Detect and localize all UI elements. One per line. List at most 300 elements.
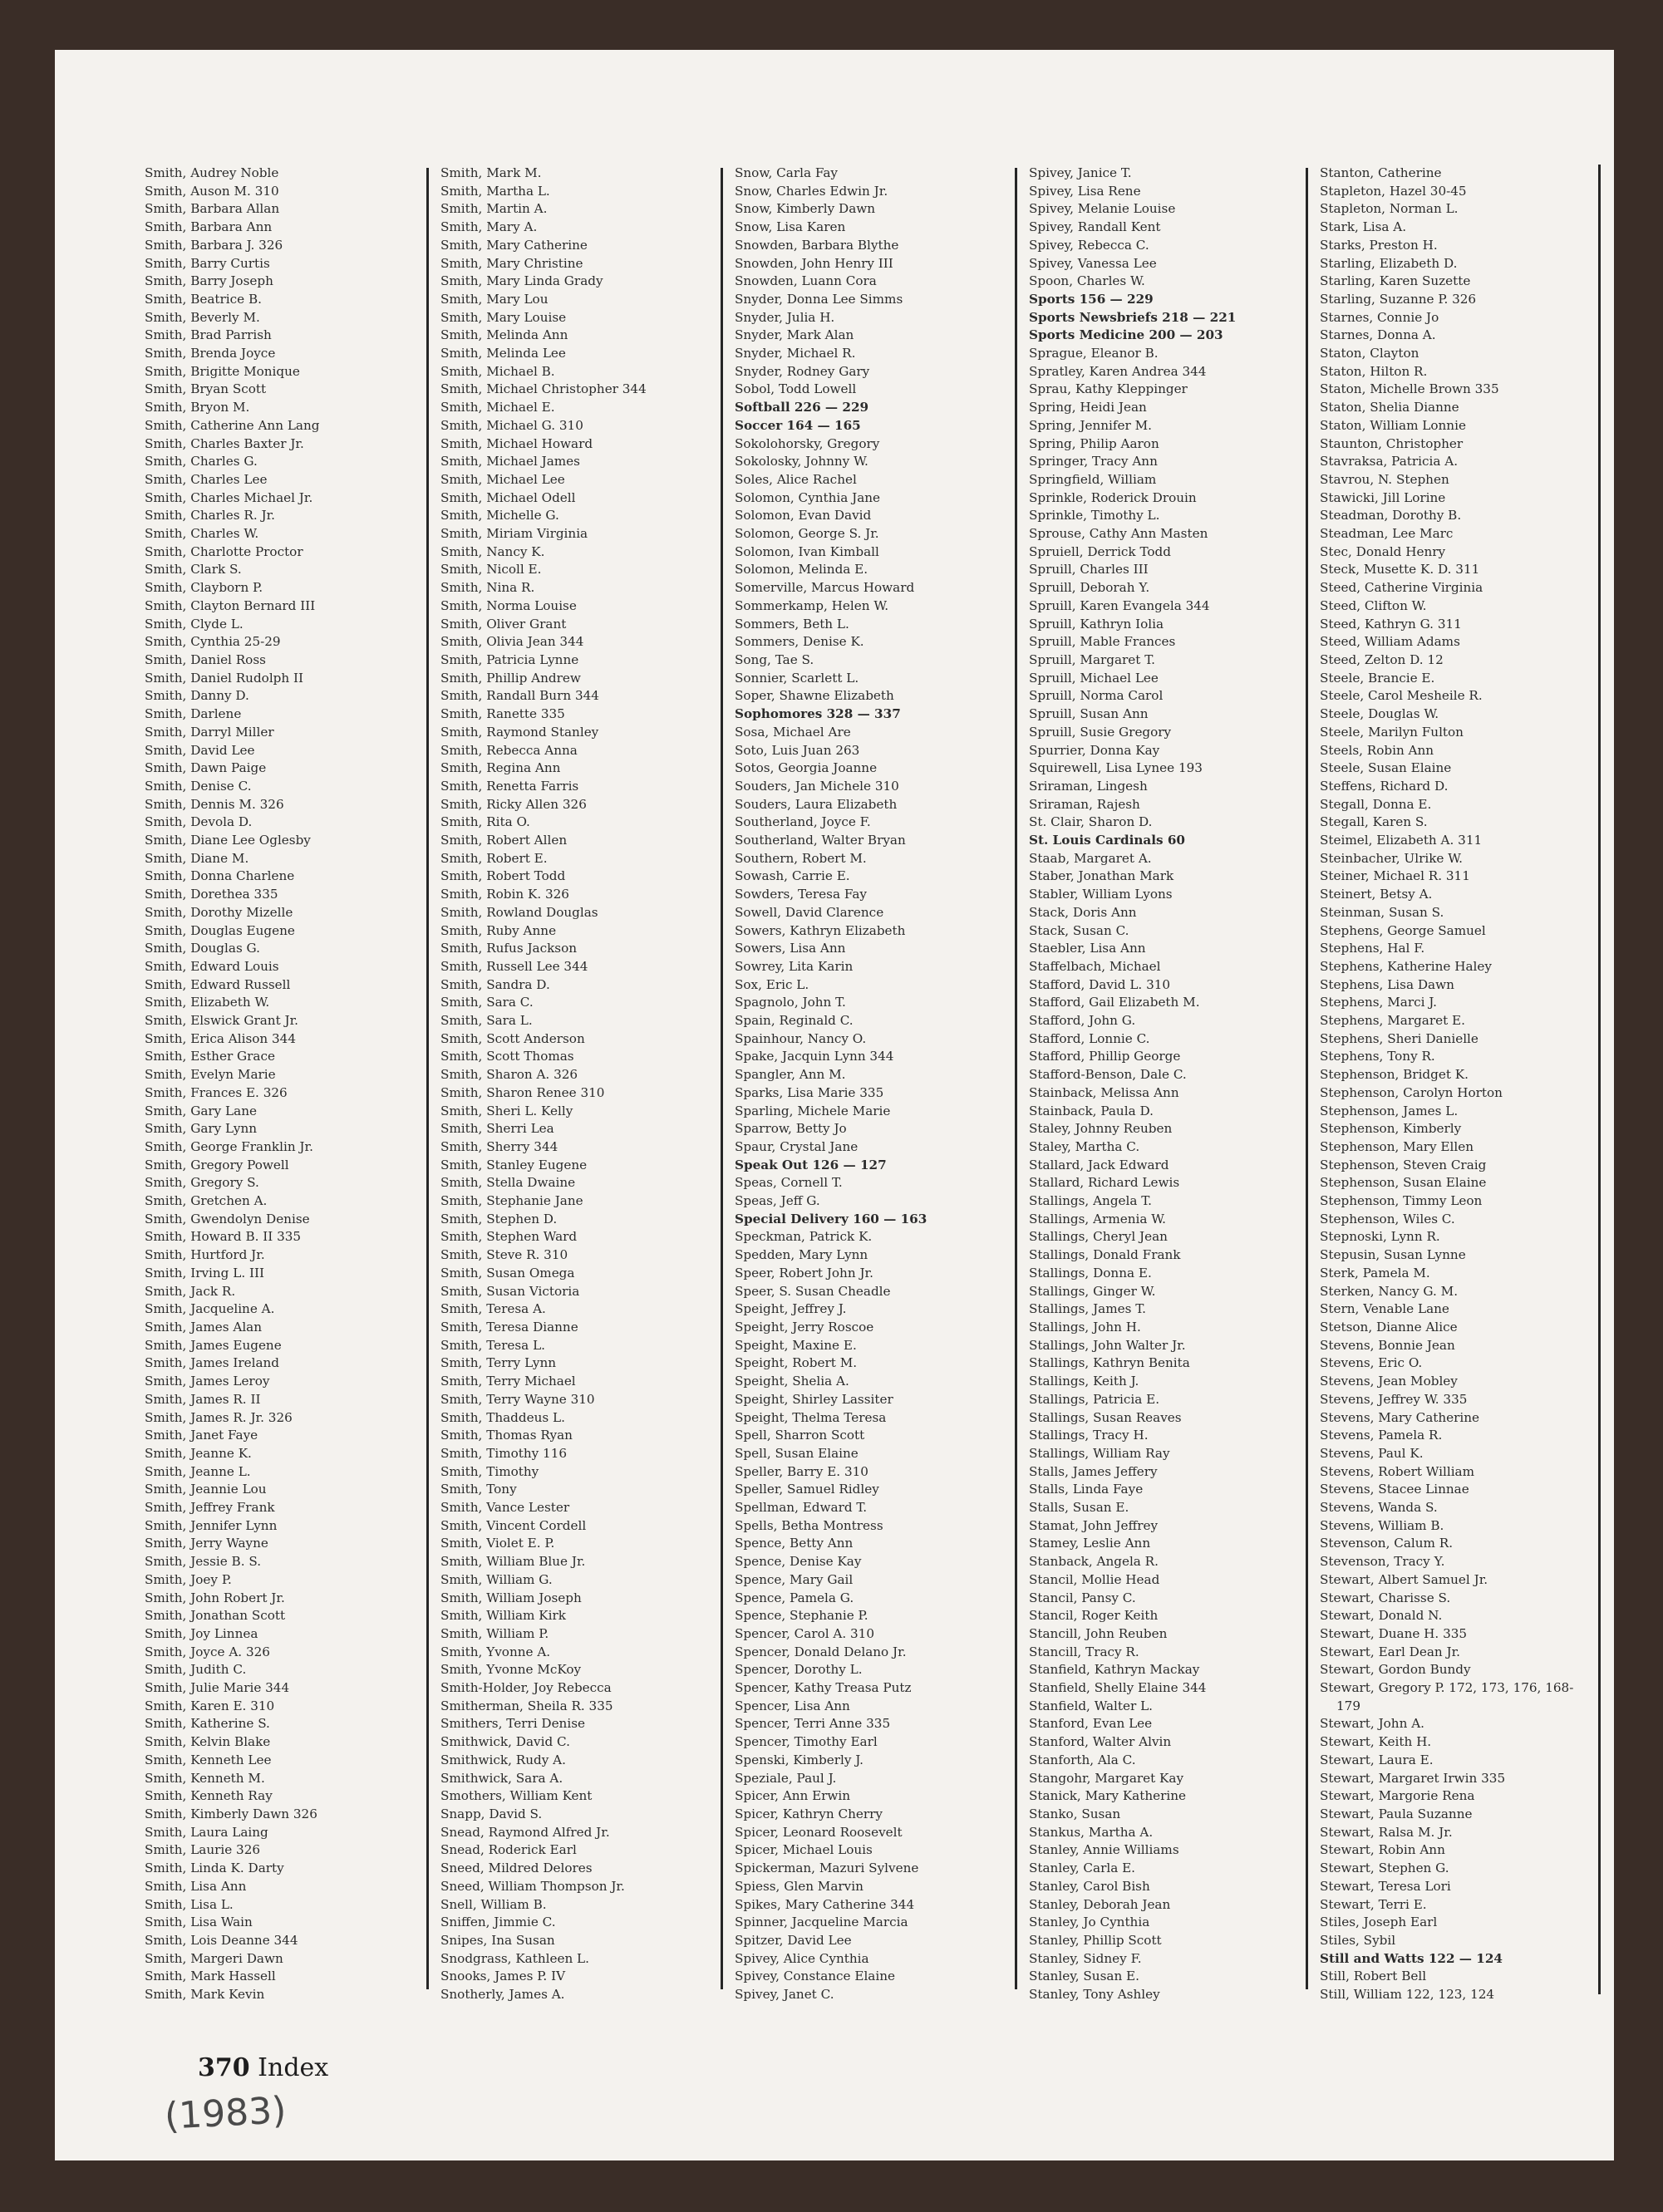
index-entry: Smith, Charles Baxter Jr. xyxy=(145,435,304,451)
index-entry: Stancil, Pansy C. xyxy=(1029,1590,1136,1605)
index-entry: Stewart, Margorie Rena xyxy=(1320,1788,1475,1804)
index-entry: Smith, Jeanne K. xyxy=(145,1445,252,1461)
index-entry: Smith, Mary Louise xyxy=(440,309,567,325)
index-entry: Smith, Terry Lynn xyxy=(440,1355,557,1371)
index-entry: Smith, Susan Omega xyxy=(440,1265,575,1281)
index-entry: St. Louis Cardinals 60 xyxy=(1029,833,1185,848)
index-entry: Smith, Julie Marie 344 xyxy=(145,1680,290,1696)
index-entry: Stalls, James Jeffery xyxy=(1029,1463,1158,1479)
index-entry: Spivey, Melanie Louise xyxy=(1029,201,1176,217)
index-entry: Smith, Darlene xyxy=(145,706,242,722)
index-entry: Smith-Holder, Joy Rebecca xyxy=(440,1680,612,1696)
index-entry: Smith, Jerry Wayne xyxy=(145,1536,268,1551)
index-entry: Steed, Catherine Virginia xyxy=(1320,580,1483,596)
index-entry: Stafford, Gail Elizabeth M. xyxy=(1029,995,1200,1010)
index-entry: Smith, Auson M. 310 xyxy=(145,183,279,199)
index-entry: Special Delivery 160 — 163 xyxy=(735,1211,927,1226)
index-entry: Starling, Suzanne P. 326 xyxy=(1320,291,1477,307)
index-entry: Soto, Luis Juan 263 xyxy=(735,742,860,758)
index-entry: Stevens, Jean Mobley xyxy=(1320,1374,1458,1389)
index-entry: Speas, Jeff G. xyxy=(735,1193,820,1209)
index-entry: Stanforth, Ala C. xyxy=(1029,1752,1136,1767)
index-entry: Smith, Ranette 335 xyxy=(440,706,565,722)
index-entry: Smith, Devola D. xyxy=(145,814,253,830)
index-entry: Smith, Gretchen A. xyxy=(145,1193,268,1209)
index-entry: Stallings, Susan Reaves xyxy=(1029,1409,1182,1425)
index-entry: Snow, Charles Edwin Jr. xyxy=(735,183,888,199)
index-entry: Smith, Irving L. III xyxy=(145,1265,264,1281)
index-entry: Smith, Brad Parrish xyxy=(145,327,272,343)
index-entry: Smith, Cynthia 25-29 xyxy=(145,634,281,650)
index-entry: Smith, Oliver Grant xyxy=(440,616,567,632)
index-entry: Smith, James R. Jr. 326 xyxy=(145,1409,293,1425)
index-entry: Smith, Janet Faye xyxy=(145,1428,258,1443)
index-entry: Staton, Michelle Brown 335 xyxy=(1320,381,1499,397)
index-entry: Smith, Sharon Renee 310 xyxy=(440,1084,605,1100)
index-entry: Smith, Charles Lee xyxy=(145,471,268,487)
index-entry: Speight, Shelia A. xyxy=(735,1374,849,1389)
index-entry: Spencer, Terri Anne 335 xyxy=(735,1716,891,1732)
index-entry: Sniffen, Jimmie C. xyxy=(440,1915,556,1930)
index-entry: Stanfield, Shelly Elaine 344 xyxy=(1029,1680,1207,1696)
index-entry: Spence, Denise Kay xyxy=(735,1554,862,1570)
index-entry: Spaur, Crystal Jane xyxy=(735,1138,859,1154)
index-entry: Starling, Karen Suzette xyxy=(1320,273,1471,289)
index-entry: Spiess, Glen Marvin xyxy=(735,1878,863,1894)
index-entry: Stavrou, N. Stephen xyxy=(1320,471,1449,487)
index-entry: Stancill, John Reuben xyxy=(1029,1625,1168,1641)
index-entry: Steed, William Adams xyxy=(1320,634,1460,650)
index-entry: Spring, Philip Aaron xyxy=(1029,435,1159,451)
index-entry: Stephens, Marci J. xyxy=(1320,995,1438,1010)
index-entry: Smith, James Leroy xyxy=(145,1374,270,1389)
index-entry: Smith, Barbara Allan xyxy=(145,201,280,217)
index-entry: Smith, Kenneth M. xyxy=(145,1770,265,1786)
index-entry: Smith, Denise C. xyxy=(145,778,252,794)
index-entry: Spellman, Edward T. xyxy=(735,1500,868,1516)
index-entry: Steadman, Dorothy B. xyxy=(1320,508,1462,524)
index-entry: Stainback, Paula D. xyxy=(1029,1103,1154,1118)
index-entry: Sobol, Todd Lowell xyxy=(735,381,857,397)
index-entry: Staley, Martha C. xyxy=(1029,1138,1140,1154)
index-entry: Smith, James R. II xyxy=(145,1391,261,1407)
index-entry: Spruill, Michael Lee xyxy=(1029,670,1159,686)
index-entry: Stancil, Roger Keith xyxy=(1029,1608,1159,1624)
index-entry: Stapleton, Hazel 30-45 xyxy=(1320,183,1467,199)
index-entry: Snodgrass, Kathleen L. xyxy=(440,1950,589,1966)
index-entry: Smith, Clark S. xyxy=(145,562,242,578)
index-entry: Speckman, Patrick K. xyxy=(735,1229,873,1245)
index-entry: Smith, Yvonne McKoy xyxy=(440,1662,582,1678)
index-entry: Stafford, Phillip George xyxy=(1029,1049,1181,1064)
index-entry: Stevens, Mary Catherine xyxy=(1320,1409,1480,1425)
index-entry: Smith, Teresa Dianne xyxy=(440,1320,578,1335)
index-entry: Smith, Edward Russell xyxy=(145,976,291,992)
index-entry: Souders, Laura Elizabeth xyxy=(735,796,898,812)
index-entry: Smith, Kelvin Blake xyxy=(145,1734,271,1750)
index-entry: Stevens, Bonnie Jean xyxy=(1320,1337,1455,1353)
index-entry: Spencer, Timothy Earl xyxy=(735,1734,878,1750)
index-entry: Smith, Frances E. 326 xyxy=(145,1084,288,1100)
index-entry: Sparrow, Betty Jo xyxy=(735,1121,847,1137)
index-entry: Stallings, John Walter Jr. xyxy=(1029,1337,1186,1353)
index-entry: Spivey, Constance Elaine xyxy=(735,1969,895,1984)
index-entry: Stafford-Benson, Dale C. xyxy=(1029,1067,1187,1083)
index-entry: Smith, Timothy xyxy=(440,1463,539,1479)
index-page xyxy=(55,50,1614,2160)
index-entry: Stiles, Sybil xyxy=(1320,1932,1396,1948)
index-entry: Sprinkle, Roderick Drouin xyxy=(1029,489,1197,505)
index-entry: Snooks, James P. IV xyxy=(440,1969,566,1984)
index-entry: Spikes, Mary Catherine 344 xyxy=(735,1896,915,1912)
index-entry: Sowers, Kathryn Elizabeth xyxy=(735,922,906,938)
index-entry: Smith, John Robert Jr. xyxy=(145,1590,285,1605)
index-entry: Smith, Renetta Farris xyxy=(440,778,579,794)
index-entry: Smithwick, Sara A. xyxy=(440,1770,563,1786)
index-entry: Smith, Gary Lynn xyxy=(145,1121,258,1137)
index-entry: Snell, William B. xyxy=(440,1896,547,1912)
index-entry: Smith, Violet E. P. xyxy=(440,1536,555,1551)
index-entry: Smith, Sharon A. 326 xyxy=(440,1067,578,1083)
index-entry: Spicer, Ann Erwin xyxy=(735,1788,851,1804)
index-entry: Spinner, Jacqueline Marcia xyxy=(735,1915,908,1930)
index-entry: Springer, Tracy Ann xyxy=(1029,454,1158,469)
index-entry: Smith, Dennis M. 326 xyxy=(145,796,284,812)
index-entry: Smith, William Blue Jr. xyxy=(440,1554,586,1570)
index-entry: Smith, Jeannie Lou xyxy=(145,1482,267,1497)
index-entry: Solomon, Melinda E. xyxy=(735,562,868,578)
index-entry: Smith, Diane Lee Oglesby xyxy=(145,833,311,848)
index-entry: Smith, Phillip Andrew xyxy=(440,670,581,686)
index-entry: Spicer, Kathryn Cherry xyxy=(735,1806,883,1821)
index-entry: Smith, Teresa A. xyxy=(440,1301,546,1317)
index-entry: Smith, Steve R. 310 xyxy=(440,1247,568,1263)
index-entry: Smith, Terry Michael xyxy=(440,1374,576,1389)
index-column-2 xyxy=(440,165,723,2004)
index-entry: Stephenson, Susan Elaine xyxy=(1320,1175,1487,1191)
index-entry: Stangohr, Margaret Kay xyxy=(1029,1770,1184,1786)
index-entry: Stewart, Charisse S. xyxy=(1320,1590,1451,1605)
index-entry: Smith, Stephen D. xyxy=(440,1211,558,1226)
index-entry: Stewart, Terri E. xyxy=(1320,1896,1427,1912)
index-entry: Smith, Jennifer Lynn xyxy=(145,1517,278,1533)
index-entry: Smith, Douglas Eugene xyxy=(145,922,295,938)
index-entry: Stern, Venable Lane xyxy=(1320,1301,1449,1317)
index-entry: Smith, Kimberly Dawn 326 xyxy=(145,1806,317,1821)
index-entry: Stack, Doris Ann xyxy=(1029,904,1137,920)
index-entry: Spivey, Rebecca C. xyxy=(1029,237,1149,253)
index-entry: Spedden, Mary Lynn xyxy=(735,1247,868,1263)
index-entry: Smith, Timothy 116 xyxy=(440,1445,568,1461)
index-entry: Smith, Michael E. xyxy=(440,400,555,415)
index-entry: Smith, Edward Louis xyxy=(145,958,279,974)
index-entry: Smith, Mary Lou xyxy=(440,291,549,307)
index-entry: Stallings, Ginger W. xyxy=(1029,1283,1156,1299)
index-entry: Stephens, Tony R. xyxy=(1320,1049,1435,1064)
index-entry: Stephenson, Mary Ellen xyxy=(1320,1138,1474,1154)
index-entry: Smith, Rufus Jackson xyxy=(440,941,578,956)
index-entry: Spenski, Kimberly J. xyxy=(735,1752,863,1767)
index-entry: Stephens, George Samuel xyxy=(1320,922,1486,938)
index-entry: Smith, Sandra D. xyxy=(440,976,550,992)
index-entry: Smith, Robin K. 326 xyxy=(440,887,569,902)
index-entry: Smith, Michael B. xyxy=(440,363,555,379)
index-entry: Smith, Daniel Rudolph II xyxy=(145,670,304,686)
index-entry: Stancil, Mollie Head xyxy=(1029,1571,1160,1587)
index-entry: Stephenson, Timmy Leon xyxy=(1320,1193,1483,1209)
index-entry: Starnes, Connie Jo xyxy=(1320,309,1439,325)
index-entry: Stewart, Albert Samuel Jr. xyxy=(1320,1571,1488,1587)
index-entry: Smith, Daniel Ross xyxy=(145,651,266,667)
index-entry: Smith, Gregory Powell xyxy=(145,1157,289,1172)
index-entry: Spruill, Karen Evangela 344 xyxy=(1029,597,1210,613)
index-entry: Soles, Alice Rachel xyxy=(735,471,857,487)
index-entry: Smith, Patricia Lynne xyxy=(440,651,579,667)
index-entry: Smith, Scott Anderson xyxy=(440,1030,585,1046)
index-entry: Smith, Donna Charlene xyxy=(145,868,295,884)
index-entry: Smith, James Ireland xyxy=(145,1355,280,1371)
index-entry: Smith, Mary Linda Grady xyxy=(440,273,603,289)
index-entry: Steck, Musette K. D. 311 xyxy=(1320,562,1480,578)
index-entry: Spain, Reginald C. xyxy=(735,1013,854,1029)
index-entry: Stafford, David L. 310 xyxy=(1029,976,1171,992)
index-column-5 xyxy=(1320,165,1598,2004)
index-entry: Speer, S. Susan Cheadle xyxy=(735,1283,891,1299)
index-entry: Stevens, Stacee Linnae xyxy=(1320,1482,1469,1497)
index-entry: Sterk, Pamela M. xyxy=(1320,1265,1430,1281)
index-entry: Smith, Jack R. xyxy=(145,1283,236,1299)
index-entry: Stalls, Linda Faye xyxy=(1029,1482,1144,1497)
index-entry: Spivey, Lisa Rene xyxy=(1029,183,1141,199)
index-entry: Stanfield, Kathryn Mackay xyxy=(1029,1662,1200,1678)
index-entry: Smith, Dawn Paige xyxy=(145,760,267,776)
index-entry: Somerville, Marcus Howard xyxy=(735,580,915,596)
index-entry: Smith, Vance Lester xyxy=(440,1500,570,1516)
index-entry: Smith, Elswick Grant Jr. xyxy=(145,1013,298,1029)
index-entry: Stegall, Donna E. xyxy=(1320,796,1432,812)
index-entry: Steiner, Michael R. 311 xyxy=(1320,868,1470,884)
index-entry: Sprinkle, Timothy L. xyxy=(1029,508,1160,524)
index-entry: Stevens, Jeffrey W. 335 xyxy=(1320,1391,1468,1407)
index-entry: Smith, Brigitte Monique xyxy=(145,363,300,379)
index-entry: Snyder, Mark Alan xyxy=(735,327,854,343)
index-entry: Stack, Susan C. xyxy=(1029,922,1129,938)
index-entry: Stewart, Earl Dean Jr. xyxy=(1320,1644,1460,1659)
index-entry: Stark, Lisa A. xyxy=(1320,219,1407,235)
index-entry: Stewart, Robin Ann xyxy=(1320,1842,1445,1858)
index-entry: Still and Watts 122 — 124 xyxy=(1320,1950,1503,1966)
index-entry: Smith, Margeri Dawn xyxy=(145,1950,283,1966)
index-entry: Smith, William G. xyxy=(440,1571,553,1587)
index-entry: Smith, Bryan Scott xyxy=(145,381,267,397)
index-entry: Solomon, Evan David xyxy=(735,508,872,524)
index-entry: Staber, Jonathan Mark xyxy=(1029,868,1174,884)
index-entry: Stewart, Laura E. xyxy=(1320,1752,1434,1767)
index-entry: Smith, Linda K. Darty xyxy=(145,1861,284,1876)
index-entry: Stanick, Mary Katherine xyxy=(1029,1788,1186,1804)
index-column-3 xyxy=(735,165,1017,2004)
index-entry: Smith, Norma Louise xyxy=(440,597,577,613)
index-entry: Spruill, Charles III xyxy=(1029,562,1149,578)
index-entry: Stepusin, Susan Lynne xyxy=(1320,1247,1466,1263)
index-entry: Sosa, Michael Are xyxy=(735,724,851,740)
index-entry: Stawicki, Jill Lorine xyxy=(1320,489,1446,505)
index-entry: Stephens, Katherine Haley xyxy=(1320,958,1492,974)
index-entry: Smithwick, Rudy A. xyxy=(440,1752,566,1767)
index-entry: Smith, Erica Alison 344 xyxy=(145,1030,297,1046)
index-entry: Softball 226 — 229 xyxy=(735,400,869,415)
index-entry: Steadman, Lee Marc xyxy=(1320,526,1454,542)
index-entry: Stanley, Susan E. xyxy=(1029,1969,1139,1984)
index-entry: Smith, Jonathan Scott xyxy=(145,1608,286,1624)
index-entry: Souders, Jan Michele 310 xyxy=(735,778,899,794)
index-entry: Snapp, David S. xyxy=(440,1806,543,1821)
index-entry: Stallings, Keith J. xyxy=(1029,1374,1139,1389)
index-entry: Smith, Judith C. xyxy=(145,1662,247,1678)
index-entry: Smith, Martin A. xyxy=(440,201,548,217)
index-entry: Smitherman, Sheila R. 335 xyxy=(440,1698,613,1713)
index-entry: Smith, Bryon M. xyxy=(145,400,250,415)
index-entry: Stanback, Angela R. xyxy=(1029,1554,1159,1570)
index-entry: Stephenson, Carolyn Horton xyxy=(1320,1084,1503,1100)
index-entry: Smith, Jacqueline A. xyxy=(145,1301,275,1317)
index-entry: Snowden, John Henry III xyxy=(735,255,893,271)
index-entry: Stallard, Richard Lewis xyxy=(1029,1175,1180,1191)
index-entry: Smith, Joy Linnea xyxy=(145,1625,258,1641)
index-entry: Smith, Hurtford Jr. xyxy=(145,1247,265,1263)
index-entry: Smith, Barbara J. 326 xyxy=(145,237,283,253)
index-entry: Sowders, Teresa Fay xyxy=(735,887,867,902)
index-entry: Smith, Sara C. xyxy=(440,995,534,1010)
index-entry: Spangler, Ann M. xyxy=(735,1067,846,1083)
index-entry: Smith, Ruby Anne xyxy=(440,922,557,938)
index-entry: Stankus, Martha A. xyxy=(1029,1824,1154,1840)
index-entry: Spell, Sharron Scott xyxy=(735,1428,865,1443)
index-entry: Solomon, Ivan Kimball xyxy=(735,543,879,559)
index-entry: Squirewell, Lisa Lynee 193 xyxy=(1029,760,1203,776)
index-entry: Sotos, Georgia Joanne xyxy=(735,760,878,776)
index-entry: Smith, Evelyn Marie xyxy=(145,1067,276,1083)
index-entry: Spencer, Carol A. 310 xyxy=(735,1625,875,1641)
index-entry: Staton, Clayton xyxy=(1320,346,1419,361)
index-entry: Stephens, Hal F. xyxy=(1320,941,1425,956)
index-entry: Spickerman, Mazuri Sylvene xyxy=(735,1861,919,1876)
index-entry: Snow, Kimberly Dawn xyxy=(735,201,876,217)
index-entry: Stewart, Teresa Lori xyxy=(1320,1878,1451,1894)
index-entry: Speas, Cornell T. xyxy=(735,1175,843,1191)
index-entry: 179 xyxy=(1336,1698,1360,1713)
index-entry: Speight, Shirley Lassiter xyxy=(735,1391,893,1407)
index-entry: Stallings, Kathryn Benita xyxy=(1029,1355,1190,1371)
index-entry: Stewart, Margaret Irwin 335 xyxy=(1320,1770,1506,1786)
index-entry: Stanley, Carol Bish xyxy=(1029,1878,1150,1894)
index-entry: Smith, Teresa L. xyxy=(440,1337,545,1353)
index-entry: Spivey, Janet C. xyxy=(735,1987,834,2003)
index-entry: Southerland, Walter Bryan xyxy=(735,833,906,848)
index-entry: Sokolohorsky, Gregory xyxy=(735,435,880,451)
index-entry: Spruill, Margaret T. xyxy=(1029,651,1155,667)
index-entry: Song, Tae S. xyxy=(735,651,814,667)
index-entry: Southerland, Joyce F. xyxy=(735,814,871,830)
index-entry: Smith, Stephen Ward xyxy=(440,1229,578,1245)
index-entry: Stainback, Melissa Ann xyxy=(1029,1084,1179,1100)
index-entry: Smith, Sheri L. Kelly xyxy=(440,1103,573,1118)
index-entry: Stevens, William B. xyxy=(1320,1517,1444,1533)
index-entry: Sparling, Michele Marie xyxy=(735,1103,891,1118)
index-entry: Stevens, Wanda S. xyxy=(1320,1500,1438,1516)
index-entry: Spivey, Janice T. xyxy=(1029,165,1132,180)
index-entry: Smith, Sherry 344 xyxy=(440,1138,558,1154)
index-entry: Sterken, Nancy G. M. xyxy=(1320,1283,1459,1299)
index-entry: Sports Newsbriefs 218 — 221 xyxy=(1029,309,1237,325)
index-entry: Smith, Sara L. xyxy=(440,1013,533,1029)
index-entry: Spruill, Deborah Y. xyxy=(1029,580,1150,596)
index-entry: Sports 156 — 229 xyxy=(1029,291,1154,307)
index-entry: Stallings, Cheryl Jean xyxy=(1029,1229,1168,1245)
index-entry: Smith, Gregory S. xyxy=(145,1175,259,1191)
index-entry: Spoon, Charles W. xyxy=(1029,273,1145,289)
index-entry: Stewart, Ralsa M. Jr. xyxy=(1320,1824,1453,1840)
column-divider xyxy=(721,168,723,1989)
column-divider xyxy=(426,168,429,1989)
index-entry: Spurrier, Donna Kay xyxy=(1029,742,1160,758)
index-entry: Stephenson, James L. xyxy=(1320,1103,1459,1118)
index-entry: Smith, Terry Wayne 310 xyxy=(440,1391,595,1407)
index-entry: Stephenson, Kimberly xyxy=(1320,1121,1462,1137)
index-entry: Springfield, William xyxy=(1029,471,1157,487)
index-entry: Staton, Shelia Dianne xyxy=(1320,400,1459,415)
index-entry: Spruill, Kathryn Iolia xyxy=(1029,616,1164,632)
index-entry: Stallard, Jack Edward xyxy=(1029,1157,1169,1172)
index-entry: Smith, Joyce A. 326 xyxy=(145,1644,270,1659)
index-entry: Smith, Mary Catherine xyxy=(440,237,588,253)
index-entry: Smith, Lisa Wain xyxy=(145,1915,253,1930)
index-entry: Smith, Mark Kevin xyxy=(145,1987,265,2003)
index-entry: Stewart, Gordon Bundy xyxy=(1320,1662,1471,1678)
index-entry: Smith, Miriam Virginia xyxy=(440,526,588,542)
index-entry: Smith, Lisa L. xyxy=(145,1896,234,1912)
index-entry: Smith, Mary Christine xyxy=(440,255,583,271)
index-entry: Smith, David Lee xyxy=(145,742,255,758)
index-entry: Smith, Robert E. xyxy=(440,850,548,866)
index-entry: Stewart, Gregory P. 172, 173, 176, 168- xyxy=(1320,1680,1574,1696)
index-entry: Smith, Michael Christopher 344 xyxy=(440,381,647,397)
index-entry: Stallings, Angela T. xyxy=(1029,1193,1153,1209)
index-entry: Spencer, Lisa Ann xyxy=(735,1698,850,1713)
index-entry: Spruill, Norma Carol xyxy=(1029,688,1164,704)
index-entry: Stallings, Patricia E. xyxy=(1029,1391,1160,1407)
index-entry: Smith, Gwendolyn Denise xyxy=(145,1211,310,1226)
index-entry: Stephens, Sheri Danielle xyxy=(1320,1030,1478,1046)
index-entry: Stapleton, Norman L. xyxy=(1320,201,1459,217)
index-entry: Snead, Raymond Alfred Jr. xyxy=(440,1824,610,1840)
index-entry: Smith, George Franklin Jr. xyxy=(145,1138,313,1154)
index-entry: Steels, Robin Ann xyxy=(1320,742,1434,758)
index-entry: Stevenson, Tracy Y. xyxy=(1320,1554,1445,1570)
index-entry: Steele, Susan Elaine xyxy=(1320,760,1452,776)
index-entry: Stallings, Tracy H. xyxy=(1029,1428,1149,1443)
index-entry: Stephenson, Steven Craig xyxy=(1320,1157,1487,1172)
index-entry: Smith, Robert Allen xyxy=(440,833,568,848)
index-entry: Spence, Betty Ann xyxy=(735,1536,854,1551)
index-entry: Staab, Margaret A. xyxy=(1029,850,1152,866)
index-entry: Smith, Jeffrey Frank xyxy=(145,1500,275,1516)
index-entry: Spring, Jennifer M. xyxy=(1029,417,1152,433)
index-entry: Spell, Susan Elaine xyxy=(735,1445,859,1461)
index-entry: Smith, Katherine S. xyxy=(145,1716,270,1732)
index-entry: Smith, Jessie B. S. xyxy=(145,1554,262,1570)
index-entry: Spells, Betha Montress xyxy=(735,1517,883,1533)
